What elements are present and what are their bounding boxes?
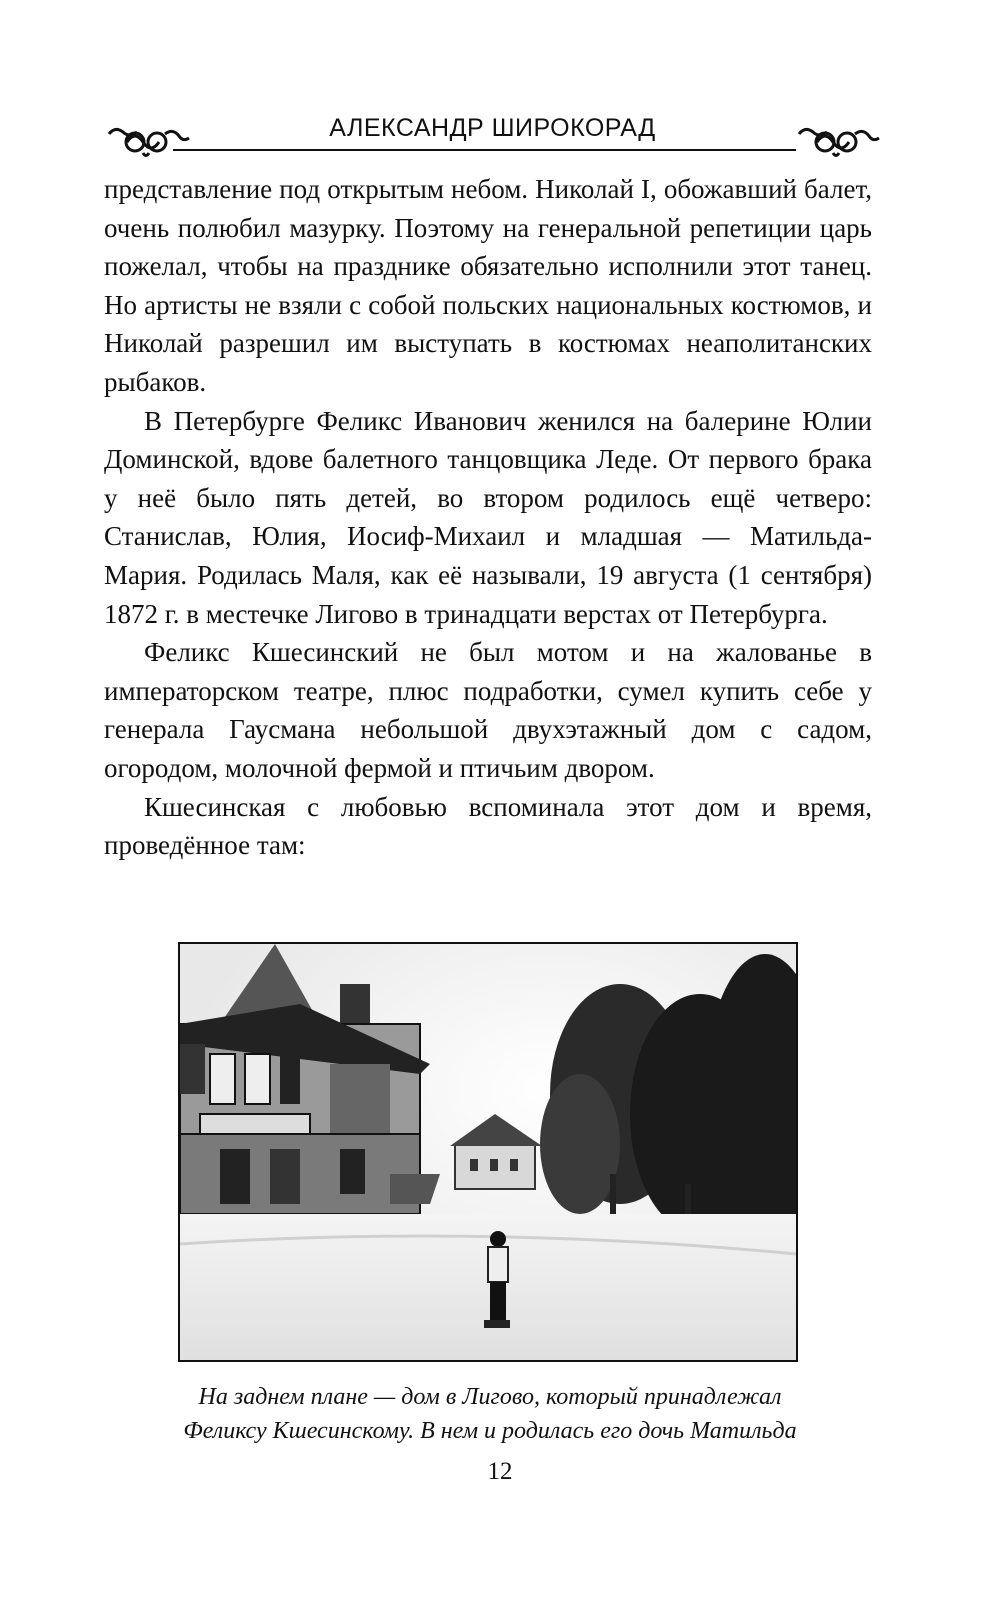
photo-illustration — [180, 944, 796, 1360]
paragraph: В Петербурге Феликс Иванович женился на балерине Юлии Доминской, вдове балетного танцовщика Леде. От первого брака у неё было пять детей, во втором родилось ещё четверо: Станислав, Юлия, Иосиф-Михаил и младшая — Матильда-Мария. Родилась Маля, как её называли, 19 августа (1 сентября) 1872 г. в местечке Лигово в тринадцати верстах от Петербурга. — [104, 405, 872, 629]
page-header — [105, 110, 880, 160]
running-title: АЛЕКСАНДР ШИРОКОРАД — [329, 114, 656, 142]
caption-line: Феликсу Кшесинскому. В нем и родилась его дочь Матильда — [183, 1418, 797, 1444]
photo-caption — [120, 1380, 860, 1448]
paragraph: представление под открытым небом. Николай I, обожавший балет, очень полюбил мазурку. Поэтому на генеральной репетиции царь пожелал, чтобы на празднике обязательно исполнили этот танец. Но артисты не взяли с собой польских национальных костюмов, и Николай разрешил им выступать в костюмах неаполитанских рыбаков. — [104, 174, 872, 397]
header-rule — [173, 149, 796, 151]
paragraph: Феликс Кшесинский не был мотом и на жалованье в императорском театре, плюс подработки, сумел купить себе у генерала Гаусмана небольшой двухэтажный дом с садом, огородом, молочной фермой и птичьим двором. — [104, 637, 872, 783]
body-text — [104, 170, 872, 865]
ornament-right-icon — [795, 120, 885, 160]
paragraph: Кшесинская с любовью вспоминала этот дом и время, проведённое там: — [104, 791, 872, 861]
historical-photo — [178, 942, 798, 1362]
caption-line: На заднем плане — дом в Лигово, который принадлежал — [198, 1384, 782, 1410]
page-number: 12 — [487, 1458, 513, 1485]
